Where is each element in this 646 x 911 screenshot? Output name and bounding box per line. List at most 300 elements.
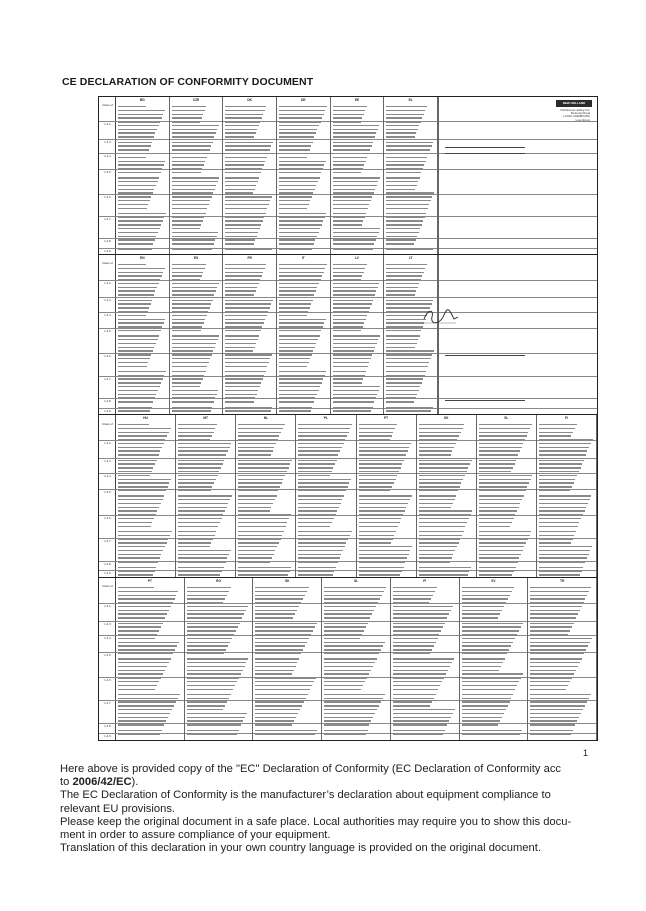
text-line (393, 606, 453, 607)
text-line (479, 495, 524, 496)
text-line (118, 196, 151, 197)
text-line (172, 371, 206, 372)
text-line (118, 670, 165, 671)
language-code: NL (263, 416, 268, 420)
text-line (333, 110, 365, 111)
text-line (530, 717, 579, 718)
text-line (255, 638, 309, 639)
text-line (172, 161, 205, 162)
text-line (255, 673, 291, 674)
language-code: DE (301, 98, 306, 102)
text-line (386, 249, 433, 250)
text-line (333, 386, 381, 387)
text-line (530, 591, 589, 592)
text-line (539, 510, 585, 511)
language-column (185, 578, 254, 740)
text-line (333, 217, 365, 218)
text-line (118, 121, 160, 122)
text-line (462, 717, 502, 718)
text-line (279, 106, 327, 107)
text-line (225, 326, 262, 327)
text-line (118, 460, 157, 461)
text-line (178, 522, 220, 523)
text-line (225, 283, 258, 284)
text-line (479, 454, 518, 455)
language-code: FI (423, 579, 427, 583)
language-code: FI (565, 416, 568, 420)
text-line (393, 673, 446, 674)
text-line (187, 591, 230, 592)
text-line (324, 617, 370, 618)
text-line (172, 279, 200, 280)
text-line (279, 204, 309, 205)
text-line (333, 157, 367, 158)
text-line (118, 125, 159, 126)
text-line (118, 185, 156, 186)
text-line (238, 490, 278, 491)
text-line (238, 522, 287, 523)
text-line (530, 587, 591, 588)
text-line (118, 432, 169, 433)
text-line (118, 673, 163, 674)
text-line (386, 290, 416, 291)
text-line (118, 634, 157, 635)
row-label: 1.4.5 (104, 169, 111, 174)
text-line (118, 503, 161, 504)
text-line (419, 561, 450, 562)
text-line (530, 595, 587, 596)
text-line (118, 709, 172, 710)
text-line (333, 224, 362, 225)
text-line (333, 358, 371, 359)
text-line (539, 535, 574, 536)
text-line (386, 375, 424, 376)
text-line (118, 410, 150, 411)
text-line (539, 454, 586, 455)
text-line (462, 626, 521, 627)
text-line (279, 189, 315, 190)
text-line (118, 557, 160, 558)
text-line (172, 378, 203, 379)
text-line (118, 717, 168, 718)
language-column (417, 415, 477, 577)
text-line (279, 300, 313, 301)
text-line (359, 542, 392, 543)
text-line (238, 542, 279, 543)
text-line (279, 339, 318, 340)
text-line (530, 606, 581, 607)
text-line (238, 495, 276, 496)
text-line (530, 662, 580, 663)
text-line (298, 450, 340, 451)
text-line (225, 322, 263, 323)
text-line (324, 694, 385, 695)
text-line (530, 681, 570, 682)
text-line (359, 495, 412, 496)
text-line (279, 390, 319, 391)
text-line (172, 132, 216, 133)
text-line (479, 570, 514, 571)
text-line (225, 390, 258, 391)
text-line (118, 471, 152, 472)
text-line (118, 713, 170, 714)
text-line (118, 106, 146, 107)
text-line (393, 720, 449, 721)
text-line (118, 720, 166, 721)
text-line (255, 634, 311, 635)
text-line (279, 371, 326, 372)
text-line (333, 132, 377, 133)
text-line (238, 518, 289, 519)
text-line (118, 598, 175, 599)
text-line (462, 698, 512, 699)
text-line (462, 653, 507, 654)
text-line (359, 570, 402, 571)
text-line (172, 394, 217, 395)
text-line (118, 623, 163, 624)
text-line (479, 514, 516, 515)
text-line (172, 181, 218, 182)
text-line (187, 717, 245, 718)
text-line (118, 522, 152, 523)
text-line (298, 428, 350, 429)
text-line (187, 610, 246, 611)
text-line (187, 730, 240, 731)
text-line (187, 649, 226, 650)
row-label: 1.4.8 (104, 723, 111, 728)
text-line (118, 382, 161, 383)
text-line (386, 117, 422, 118)
text-line (118, 290, 155, 291)
text-line (479, 561, 518, 562)
text-line (118, 300, 152, 301)
text-line (225, 287, 257, 288)
text-line (279, 382, 322, 383)
text-line (118, 642, 179, 643)
text-line (324, 705, 379, 706)
text-line (298, 561, 337, 562)
text-line (118, 526, 151, 527)
text-line (255, 698, 306, 699)
text-line (178, 495, 232, 496)
text-line (479, 557, 520, 558)
text-line (118, 129, 157, 130)
text-line (462, 610, 503, 611)
text-line (393, 724, 447, 725)
text-line (539, 522, 580, 523)
text-line (530, 701, 587, 702)
text-line (359, 443, 412, 444)
text-line (118, 386, 160, 387)
text-line (238, 546, 277, 547)
language-column (277, 255, 331, 414)
text-line (333, 114, 364, 115)
text-line (393, 685, 440, 686)
text-line (479, 554, 521, 555)
text-line (225, 272, 263, 273)
text-line (386, 129, 417, 130)
text-line (118, 649, 175, 650)
text-line (462, 689, 516, 690)
text-line (118, 666, 167, 667)
text-line (279, 157, 307, 158)
text-line (393, 677, 444, 678)
text-line (324, 595, 382, 596)
text-line (172, 300, 213, 301)
text-line (178, 570, 222, 571)
text-line (359, 503, 409, 504)
text-line (172, 311, 208, 312)
text-line (419, 542, 459, 543)
text-line (187, 662, 247, 663)
text-line (539, 570, 582, 571)
text-line (118, 114, 163, 115)
text-line (298, 475, 329, 476)
text-line (333, 410, 371, 411)
text-line (255, 649, 303, 650)
text-line (118, 224, 161, 225)
text-line (333, 347, 376, 348)
text-line (393, 666, 450, 667)
text-line (419, 435, 460, 436)
text-line (225, 142, 273, 143)
text-line (225, 330, 260, 331)
text-line (298, 531, 351, 532)
directive-reference: 2006/42/EC (72, 776, 132, 789)
text-line (172, 168, 202, 169)
text-line (298, 482, 349, 483)
text-line (386, 390, 418, 391)
text-line (279, 153, 308, 154)
row-label: Class of (102, 421, 113, 426)
text-line (279, 347, 315, 348)
text-line (333, 407, 373, 408)
text-line (479, 479, 531, 480)
text-line (172, 121, 200, 122)
text-line (419, 522, 468, 523)
text-line (333, 213, 366, 214)
text-line (225, 208, 267, 209)
text-line (393, 645, 434, 646)
text-line (393, 730, 445, 731)
text-line (419, 535, 462, 536)
text-line (238, 514, 291, 515)
text-line (359, 499, 410, 500)
text-line (118, 587, 154, 588)
text-line (333, 136, 375, 137)
text-line (419, 518, 469, 519)
text-line (172, 410, 211, 411)
text-line (178, 482, 214, 483)
text-line (393, 626, 444, 627)
text-line (118, 591, 178, 592)
text-line (225, 362, 269, 363)
text-line (187, 733, 238, 734)
text-line (255, 623, 317, 624)
text-line (539, 482, 574, 483)
text-line (178, 479, 216, 480)
text-line (386, 339, 418, 340)
text-line (386, 172, 421, 173)
text-line (333, 350, 374, 351)
text-line (393, 613, 450, 614)
text-line (324, 653, 379, 654)
text-line (238, 479, 283, 480)
text-line (298, 557, 339, 558)
text-line (279, 228, 320, 229)
text-line (333, 354, 373, 355)
text-line (118, 638, 155, 639)
text-line (393, 709, 455, 710)
text-line (386, 168, 422, 169)
declaration-block (99, 255, 597, 415)
text-line (118, 610, 169, 611)
text-line (178, 454, 226, 455)
text-line (393, 649, 432, 650)
text-line (462, 587, 515, 588)
text-line (539, 447, 589, 448)
row-label: 1.4.2 (104, 122, 111, 127)
text-line (359, 439, 390, 440)
text-line (279, 397, 315, 398)
text-line (530, 698, 588, 699)
address-line: CNH Europe Holding S.A. (560, 109, 590, 112)
text-line (298, 570, 334, 571)
text-line (118, 279, 160, 280)
text-line (333, 243, 375, 244)
text-line (118, 149, 149, 150)
text-line (333, 200, 371, 201)
language-column (236, 415, 296, 577)
language-column (223, 255, 277, 414)
text-line (178, 514, 223, 515)
text-line (172, 208, 207, 209)
text-line (279, 114, 324, 115)
text-line (386, 300, 433, 301)
text-line (359, 526, 398, 527)
text-line (255, 701, 304, 702)
text-line (333, 161, 366, 162)
text-line (479, 471, 512, 472)
language-column (116, 415, 176, 577)
text-line (324, 673, 369, 674)
text-line (255, 645, 305, 646)
text-line (324, 626, 366, 627)
text-line (324, 666, 373, 667)
text-line (539, 557, 587, 558)
row-label: 1.4.7 (104, 538, 111, 543)
text-line (187, 613, 244, 614)
text-line (333, 366, 368, 367)
body-line-2-prefix: to (60, 776, 73, 789)
text-line (324, 658, 377, 659)
text-line (172, 326, 202, 327)
text-line (462, 623, 523, 624)
text-line (225, 354, 272, 355)
text-line (178, 447, 229, 448)
text-line (539, 567, 584, 568)
text-line (386, 192, 434, 193)
text-line (530, 617, 575, 618)
text-line (178, 450, 228, 451)
text-line (530, 709, 583, 710)
text-line (178, 510, 225, 511)
text-line (386, 239, 415, 240)
row-label: 1.4.6 (104, 354, 111, 359)
row-label: 1.4.3 (104, 139, 111, 144)
text-line (386, 287, 417, 288)
text-line (118, 507, 159, 508)
text-line (172, 204, 209, 205)
row-label: 1.4.9 (104, 408, 111, 413)
text-line (479, 550, 523, 551)
text-line (118, 192, 153, 193)
text-line (172, 335, 220, 336)
text-line (539, 475, 577, 476)
text-line (462, 658, 505, 659)
address-line: Luxembourg (575, 118, 590, 122)
text-line (386, 196, 432, 197)
text-line (255, 595, 304, 596)
text-line (298, 542, 346, 543)
text-line (225, 386, 259, 387)
text-line (279, 394, 317, 395)
text-line (419, 499, 455, 500)
text-line (298, 439, 345, 440)
text-line (462, 685, 518, 686)
text-line (359, 450, 408, 451)
text-line (393, 662, 452, 663)
text-line (225, 200, 270, 201)
text-line (178, 490, 211, 491)
text-line (118, 662, 169, 663)
text-line (386, 347, 415, 348)
text-line (386, 382, 421, 383)
text-line (324, 730, 367, 731)
text-line (462, 649, 509, 650)
text-line (530, 602, 583, 603)
text-line (530, 713, 581, 714)
text-line (172, 347, 215, 348)
text-line (178, 471, 219, 472)
text-line (178, 550, 231, 551)
row-label: Class of (102, 103, 113, 108)
text-line (178, 542, 211, 543)
text-line (530, 623, 573, 624)
text-line (118, 350, 153, 351)
row-label: Class of (102, 261, 113, 266)
text-line (172, 275, 202, 276)
text-line (298, 443, 343, 444)
text-line (386, 185, 416, 186)
text-line (530, 642, 590, 643)
text-line (279, 164, 324, 165)
body-line-2 (60, 776, 646, 789)
text-line (225, 268, 265, 269)
text-line (279, 177, 320, 178)
text-line (333, 326, 363, 327)
row-label: 1.4.3 (104, 621, 111, 626)
text-line (172, 224, 201, 225)
text-line (178, 518, 221, 519)
text-line (333, 307, 370, 308)
text-line (279, 161, 326, 162)
text-line (118, 136, 154, 137)
text-line (225, 350, 253, 351)
text-line (479, 490, 526, 491)
text-line (333, 220, 363, 221)
text-line (118, 407, 152, 408)
